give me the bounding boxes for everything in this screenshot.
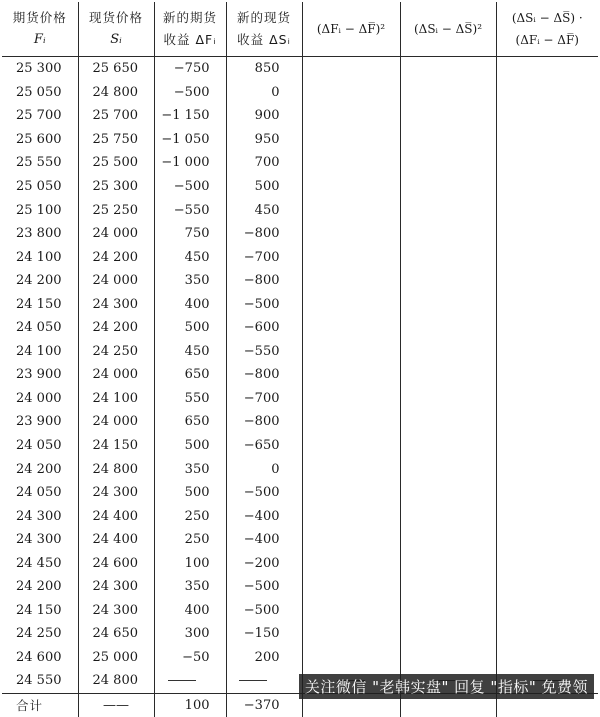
spot-price-cell: 24 250 <box>78 340 154 364</box>
spot-variance-cell <box>400 599 496 623</box>
table-row <box>2 57 598 81</box>
covariance-cell <box>496 198 598 222</box>
covariance-cell <box>496 434 598 458</box>
spot-return-cell: 500 <box>226 175 302 199</box>
futures-variance-cell <box>302 198 400 222</box>
futures-price-cell: 24 300 <box>16 508 62 524</box>
futures-variance-cell <box>302 622 400 646</box>
total-spot-return: −370 <box>226 693 302 717</box>
futures-variance-cell <box>302 434 400 458</box>
covariance-cell <box>496 551 598 575</box>
futures-price-cell: 24 450 <box>16 555 62 571</box>
futures-price-cell: 25 050 <box>16 84 62 100</box>
table-row <box>2 504 598 528</box>
spot-variance-cell <box>400 292 496 316</box>
futures-price-cell: 24 200 <box>16 579 62 595</box>
header-futures-variance: (ΔFᵢ − ΔF̅)² <box>302 2 400 57</box>
futures-return-cell: 500 <box>154 481 226 505</box>
empty-value-dash <box>239 680 267 681</box>
futures-variance-cell <box>302 128 400 152</box>
futures-return-cell: 650 <box>154 363 226 387</box>
spot-price-cell: 24 200 <box>78 316 154 340</box>
futures-return-cell: −550 <box>154 198 226 222</box>
table-row <box>2 316 598 340</box>
spot-price-cell: 24 800 <box>78 81 154 105</box>
spot-return-cell: 0 <box>226 81 302 105</box>
covariance-cell <box>496 128 598 152</box>
futures-price-cell: 25 300 <box>16 61 62 77</box>
futures-return-cell: 750 <box>154 222 226 246</box>
spot-price-cell: 24 100 <box>78 387 154 411</box>
spot-return-cell: −800 <box>226 222 302 246</box>
spot-variance-cell <box>400 434 496 458</box>
spot-return-cell: −200 <box>226 551 302 575</box>
spot-variance-cell <box>400 363 496 387</box>
total-futures-return: 100 <box>154 693 226 717</box>
futures-price-cell: 24 250 <box>16 626 62 642</box>
covariance-cell <box>496 504 598 528</box>
covariance-cell <box>496 81 598 105</box>
futures-return-cell: −50 <box>154 646 226 670</box>
futures-return-cell: −1 150 <box>154 104 226 128</box>
spot-variance-cell <box>400 575 496 599</box>
futures-return-cell: −750 <box>154 57 226 81</box>
futures-return-cell: 250 <box>154 504 226 528</box>
futures-price-cell: 24 200 <box>16 273 62 289</box>
spot-variance-cell <box>400 151 496 175</box>
spot-price-cell: 25 500 <box>78 151 154 175</box>
covariance-cell <box>496 175 598 199</box>
futures-variance-cell <box>302 340 400 364</box>
spot-price-cell: 24 800 <box>78 669 154 693</box>
covariance-cell <box>496 340 598 364</box>
spot-variance-cell <box>400 222 496 246</box>
futures-return-cell: 400 <box>154 292 226 316</box>
futures-variance-cell <box>302 551 400 575</box>
table-row <box>2 387 598 411</box>
spot-price-cell: 25 750 <box>78 128 154 152</box>
futures-price-cell: 23 900 <box>16 367 62 383</box>
total-label: 合计 <box>2 693 78 717</box>
covariance-cell <box>496 387 598 411</box>
futures-price-cell: 25 600 <box>16 131 62 147</box>
spot-price-cell: 25 300 <box>78 175 154 199</box>
futures-variance-cell <box>302 292 400 316</box>
covariance-cell <box>496 528 598 552</box>
spot-return-cell: 950 <box>226 128 302 152</box>
spot-return-cell: −400 <box>226 528 302 552</box>
table-row <box>2 575 598 599</box>
futures-price-cell: 23 800 <box>16 226 62 242</box>
covariance-cell <box>496 292 598 316</box>
futures-price-cell: 24 150 <box>16 602 62 618</box>
spot-return-cell: −800 <box>226 410 302 434</box>
futures-variance-cell <box>302 222 400 246</box>
covariance-cell <box>496 363 598 387</box>
spot-return-cell: −800 <box>226 363 302 387</box>
futures-return-cell: 450 <box>154 245 226 269</box>
table-row <box>2 622 598 646</box>
futures-return-cell <box>154 669 226 693</box>
table-row <box>2 222 598 246</box>
futures-variance-cell <box>302 175 400 199</box>
covariance-cell <box>496 622 598 646</box>
spot-return-cell: 700 <box>226 151 302 175</box>
spot-price-cell: 24 300 <box>78 481 154 505</box>
futures-return-cell: 400 <box>154 599 226 623</box>
covariance-cell <box>496 222 598 246</box>
futures-price-cell: 24 050 <box>16 438 62 454</box>
header-futures-return: 新的期货 收益 ΔFᵢ <box>154 2 226 57</box>
futures-return-cell: −500 <box>154 81 226 105</box>
spot-return-cell: 200 <box>226 646 302 670</box>
spot-price-cell: 24 000 <box>78 410 154 434</box>
covariance-cell <box>496 481 598 505</box>
table-row <box>2 457 598 481</box>
futures-price-cell: 25 050 <box>16 179 62 194</box>
covariance-cell <box>496 316 598 340</box>
table-row <box>2 128 598 152</box>
spot-price-cell: 24 300 <box>78 599 154 623</box>
futures-price-cell: 24 050 <box>16 485 62 501</box>
table-row <box>2 363 598 387</box>
spot-return-cell: −150 <box>226 622 302 646</box>
futures-variance-cell <box>302 363 400 387</box>
futures-price-cell: 24 100 <box>16 343 62 359</box>
spot-variance-cell <box>400 481 496 505</box>
futures-variance-cell <box>302 104 400 128</box>
spot-variance-cell <box>400 646 496 670</box>
futures-variance-cell <box>302 269 400 293</box>
futures-price-cell: 24 050 <box>16 320 62 336</box>
table-row <box>2 646 598 670</box>
header-spot-price: 现货价格 Sᵢ <box>78 2 154 57</box>
covariance-cell <box>496 599 598 623</box>
futures-price-cell: 25 700 <box>16 108 62 124</box>
futures-return-cell: 250 <box>154 528 226 552</box>
futures-variance-cell <box>302 387 400 411</box>
spot-variance-cell <box>400 198 496 222</box>
hedge-ratio-table <box>2 2 598 717</box>
covariance-cell <box>496 575 598 599</box>
spot-price-cell: 24 400 <box>78 528 154 552</box>
futures-variance-cell <box>302 410 400 434</box>
spot-price-cell: 24 800 <box>78 457 154 481</box>
futures-price-cell: 24 000 <box>16 390 62 406</box>
covariance-cell <box>496 410 598 434</box>
header-covariance: (ΔSᵢ − ΔS̅) · (ΔFᵢ − ΔF̅) <box>496 2 598 57</box>
spot-price-cell: 25 250 <box>78 198 154 222</box>
spot-return-cell: −600 <box>226 316 302 340</box>
spot-return-cell: −500 <box>226 575 302 599</box>
table-row <box>2 198 598 222</box>
spot-variance-cell <box>400 175 496 199</box>
spot-variance-cell <box>400 245 496 269</box>
table-row <box>2 528 598 552</box>
spot-variance-cell <box>400 410 496 434</box>
covariance-cell <box>496 104 598 128</box>
header-futures-price: 期货价格 Fᵢ <box>2 2 78 57</box>
spot-variance-cell <box>400 269 496 293</box>
futures-price-cell: 24 300 <box>16 532 62 548</box>
spot-price-cell: 25 650 <box>78 57 154 81</box>
spot-variance-cell <box>400 316 496 340</box>
futures-variance-cell <box>302 528 400 552</box>
table-row <box>2 481 598 505</box>
spot-price-cell: 25 700 <box>78 104 154 128</box>
futures-price-cell: 24 550 <box>16 673 62 689</box>
table-row <box>2 410 598 434</box>
spot-variance-cell <box>400 128 496 152</box>
spot-price-cell: 24 150 <box>78 434 154 458</box>
futures-return-cell: −500 <box>154 175 226 199</box>
spot-price-cell: 24 200 <box>78 245 154 269</box>
spot-return-cell <box>226 669 302 693</box>
spot-return-cell: −650 <box>226 434 302 458</box>
spot-return-cell: 900 <box>226 104 302 128</box>
futures-price-cell: 24 150 <box>16 296 62 312</box>
covariance-cell <box>496 151 598 175</box>
spot-variance-cell <box>400 340 496 364</box>
covariance-cell <box>496 57 598 81</box>
futures-price-cell: 25 550 <box>16 155 62 171</box>
spot-variance-cell <box>400 57 496 81</box>
table-header-row <box>2 2 598 57</box>
covariance-cell <box>496 457 598 481</box>
spot-variance-cell <box>400 551 496 575</box>
spot-variance-cell <box>400 528 496 552</box>
empty-value-dash <box>168 680 196 681</box>
futures-return-cell: 500 <box>154 316 226 340</box>
table-row <box>2 340 598 364</box>
spot-return-cell: −400 <box>226 504 302 528</box>
table-row <box>2 434 598 458</box>
futures-price-cell: 24 200 <box>16 461 62 477</box>
spot-return-cell: 450 <box>226 198 302 222</box>
futures-variance-cell <box>302 245 400 269</box>
table-row <box>2 551 598 575</box>
header-spot-variance: (ΔSᵢ − ΔS̅)² <box>400 2 496 57</box>
table-row <box>2 599 598 623</box>
spot-return-cell: −500 <box>226 481 302 505</box>
futures-return-cell: 350 <box>154 457 226 481</box>
table-row <box>2 269 598 293</box>
watermark-banner: 关注微信 "老韩实盘" 回复 "指标" 免费领 <box>299 674 594 699</box>
spot-variance-cell <box>400 457 496 481</box>
futures-variance-cell <box>302 457 400 481</box>
futures-price-cell: 23 900 <box>16 414 62 430</box>
futures-price-cell: 25 100 <box>16 202 62 218</box>
spot-return-cell: −500 <box>226 599 302 623</box>
futures-return-cell: −1 050 <box>154 128 226 152</box>
futures-return-cell: −1 000 <box>154 151 226 175</box>
spot-price-cell: 24 000 <box>78 269 154 293</box>
futures-variance-cell <box>302 57 400 81</box>
table-row <box>2 151 598 175</box>
futures-return-cell: 300 <box>154 622 226 646</box>
total-spot-price: —— <box>78 693 154 717</box>
futures-return-cell: 100 <box>154 551 226 575</box>
spot-return-cell: −800 <box>226 269 302 293</box>
spot-price-cell: 24 600 <box>78 551 154 575</box>
futures-return-cell: 350 <box>154 269 226 293</box>
spot-variance-cell <box>400 81 496 105</box>
spot-price-cell: 24 650 <box>78 622 154 646</box>
spot-return-cell: −700 <box>226 387 302 411</box>
spot-price-cell: 25 000 <box>78 646 154 670</box>
futures-variance-cell <box>302 599 400 623</box>
futures-variance-cell <box>302 481 400 505</box>
header-spot-return: 新的现货 收益 ΔSᵢ <box>226 2 302 57</box>
futures-variance-cell <box>302 575 400 599</box>
futures-return-cell: 500 <box>154 434 226 458</box>
futures-variance-cell <box>302 504 400 528</box>
table-row <box>2 81 598 105</box>
table-row <box>2 104 598 128</box>
table-row <box>2 175 598 199</box>
futures-return-cell: 550 <box>154 387 226 411</box>
covariance-cell <box>496 269 598 293</box>
covariance-cell <box>496 245 598 269</box>
table-row <box>2 245 598 269</box>
futures-variance-cell <box>302 81 400 105</box>
futures-price-cell: 24 100 <box>16 249 62 265</box>
spot-return-cell: 850 <box>226 57 302 81</box>
table-row <box>2 292 598 316</box>
futures-return-cell: 650 <box>154 410 226 434</box>
spot-price-cell: 24 400 <box>78 504 154 528</box>
spot-variance-cell <box>400 622 496 646</box>
spot-price-cell: 24 300 <box>78 292 154 316</box>
futures-variance-cell <box>302 316 400 340</box>
spot-variance-cell <box>400 504 496 528</box>
spot-return-cell: 0 <box>226 457 302 481</box>
spot-variance-cell <box>400 104 496 128</box>
futures-variance-cell <box>302 646 400 670</box>
futures-price-cell: 24 600 <box>16 649 62 665</box>
covariance-cell <box>496 646 598 670</box>
spot-price-cell: 24 000 <box>78 363 154 387</box>
spot-return-cell: −550 <box>226 340 302 364</box>
spot-price-cell: 24 000 <box>78 222 154 246</box>
futures-return-cell: 350 <box>154 575 226 599</box>
spot-return-cell: −500 <box>226 292 302 316</box>
futures-return-cell: 450 <box>154 340 226 364</box>
futures-variance-cell <box>302 151 400 175</box>
spot-return-cell: −700 <box>226 245 302 269</box>
spot-price-cell: 24 300 <box>78 575 154 599</box>
spot-variance-cell <box>400 387 496 411</box>
